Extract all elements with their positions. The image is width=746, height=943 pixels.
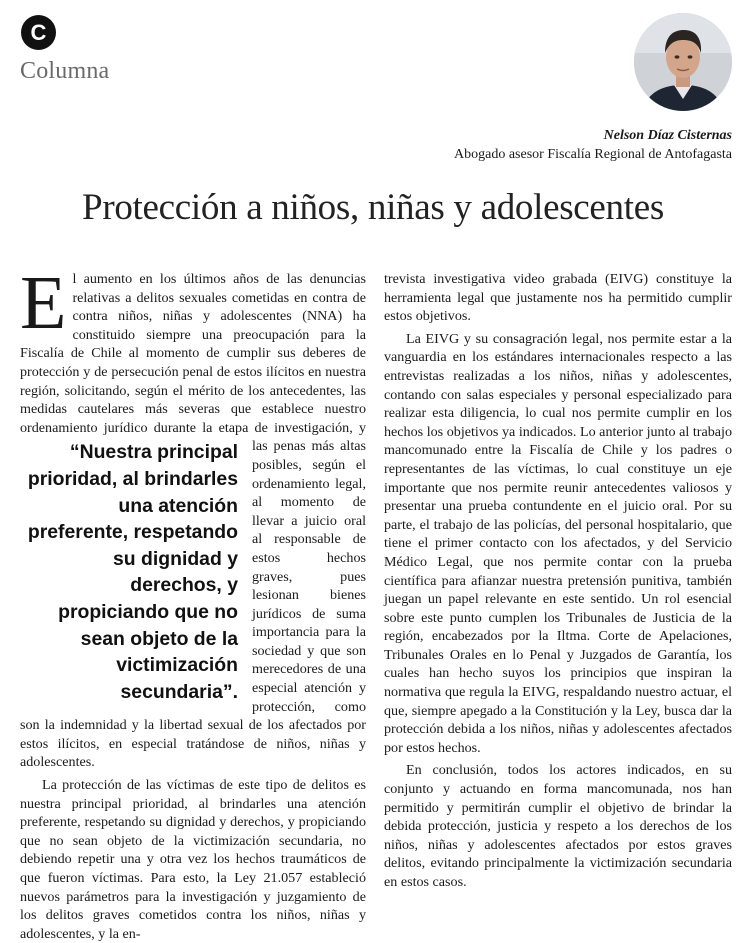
author-role: Abogado asesor Fiscalía Regional de Antofagasta xyxy=(454,147,732,162)
column-logo: C xyxy=(21,15,56,50)
paragraph-4: En conclusión, todos los actores indicados, en su conjunto y actuando en forma mancomunada, nos han permitido y permitirán cumplir el objetivo de brindar la debida protección, justicia y respeto a los derechos de los niños, niñas y adolescentes afectados por estos graves delitos, evitando principalmente la victimización secundaria en estos casos. xyxy=(384,762,732,890)
paragraph-1 xyxy=(20,261,366,772)
paragraph-2-cont: trevista investigativa video grabada (EIVG) constituye la herramienta legal que justamente nos ha permitido cumplir estos objetivos. xyxy=(384,271,732,325)
article-column-left xyxy=(20,261,366,943)
author-avatar xyxy=(634,13,732,111)
pull-quote: “Nuestra principal prioridad, al brindarles una atención preferente, respetando su dignidad y derechos, y propiciando que no sean objeto de la victimización secundaria”. xyxy=(27,441,238,703)
paragraph-2: La protección de las víctimas de este tipo de delitos es nuestra principal prioridad, al brindarles una atención preferente, respetando su dignidad y derechos, y propiciando que no sean objeto de la victimización secundaria, no debiendo repetir una y otra vez los hechos traumáticos de que fueron víctimas. Para esto, la Ley 21.057 estableció nuevos parámetros para la investigación y juzgamiento de los delitos graves cometidos contra los niños, niñas y adolescentes, y la en- xyxy=(20,777,366,942)
drop-cap: E xyxy=(20,261,67,345)
author-photo xyxy=(634,13,732,111)
section-label: Columna xyxy=(20,58,110,84)
article-title: Protección a niños, niñas y adolescentes xyxy=(82,187,664,228)
author-name: Nelson Díaz Cisternas xyxy=(603,128,732,143)
paragraph-1-body: l aumento en los últimos años de las denuncias relativas a delitos sexuales cometidas en contra de contra niños, niñas y adolescentes (NNA) ha constituido siempre una preocupación para la Fiscalía de Chile al momento de cumplir sus deberes de protección y de persecución penal de estos ilícitos en nuestra región, solicitando, según el mérito de los antecedentes, las medidas cautelares más severas que establece nuestro ordenamiento jurídico durante la etapa de investigación, “Nuestra principal prioridad, al brindarles una atención preferente, respetando su dignidad y derechos, y propiciando que no sean objeto de la victimización secundaria”. y las penas más altas posibles, según el ordenamiento legal, al momento de llevar a juicio oral al responsable de estos hechos graves, pues lesionan bienes jurídicos de suma importancia para la sociedad y que son merecedores de una especial atención y protección, como son la indemnidad y la libertad sexual de los afectados por estos ilícitos, en especial tratándose de niños, niñas y adolescentes. xyxy=(20,271,366,771)
article-column-right xyxy=(384,270,732,892)
paragraph-3: La EIVG y su consagración legal, nos permite estar a la vanguardia en los estándares internacionales respecto a las entrevistas realizadas a los niños, niñas y adolescentes, contando con salas especiales y personal especializado para realizar esta diligencia, lo cual nos permite cumplir en los hechos los objetivos ya indicados. Lo anterior junto al trabajo mancomunado entre la Fiscalía de Chile y los padres o representantes de las víctimas, lo cual constituye un eje importante que nos permite reunir antecedentes valiosos y presentar una prueba contundente en el juicio oral. Por su parte, el trabajo de las policías, del personal hospitalario, que tiene el primer contacto con los afectados, y del Servicio Médico Legal, que nos permite contar con la prueba científica para afianzar nuestra pretensión punitiva, también juegan un papel relevante en este sentido. Un rol esencial sobre este punto cumplen los Tribunales de Justicia de la región, encabezados por la Iltma. Corte de Apelaciones, Tribunales Orales en lo Penal y Juzgados de Garantía, los cuales han hecho suyos los principios que inspiran la normativa que regula la EIVG, respaldando nuestro actuar, el que, siempre apegado a la Constitución y la Ley, busca dar la protección debida a los niños, niñas y adolescentes afectados por estos hechos. xyxy=(384,330,732,756)
